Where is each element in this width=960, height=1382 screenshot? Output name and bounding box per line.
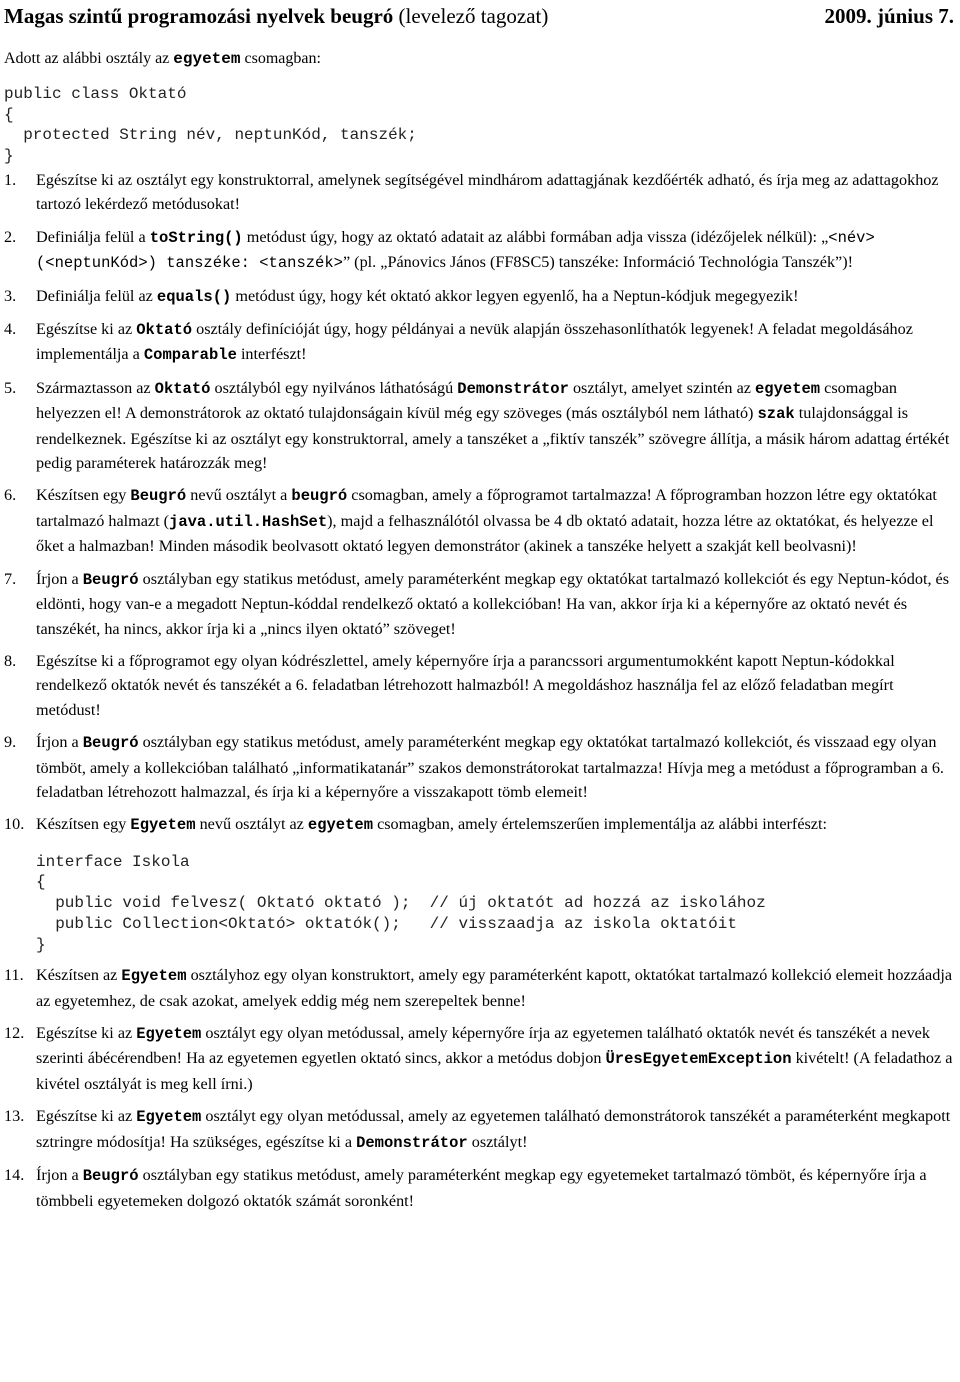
code-term: java.util.HashSet xyxy=(169,512,328,531)
task-number: 4. xyxy=(4,320,17,339)
task-text: Készítsen egy xyxy=(36,815,131,834)
task-text: Egészítse ki az xyxy=(36,1024,137,1043)
task-text: Egészítse ki a főprogramot egy olyan kódrészlettel, amely képernyőre írja a parancssori argumentumokként kapott Neptun-kódokkal rendelkező oktatók nevét és tanszékét a 6. feladatban létrehozott halmazból! A megoldáshoz használja fel az előző feladatban megírt metódust! xyxy=(36,651,895,719)
task-text: tulajdonsággal is rendelkeznek. Egészítse ki az osztályt egy konstruktorral, amely a tanszéket a „fiktív tanszék” szövegre állítja, a másik három adattag értékét pedig paraméterek határozzák meg! xyxy=(36,404,950,473)
task-text: kivételt! (A feladathoz a kivétel osztályát is meg kell írni.) xyxy=(36,1049,953,1093)
task-4 xyxy=(4,317,956,368)
code-term: equals() xyxy=(156,287,232,306)
task-text: Készítsen az xyxy=(36,966,122,985)
task-text: osztályt egy olyan metódussal, amely az egyetemen található demonstrátorok tanszékét a paraméterként megkapott sztringre módosítja! Ha szükséges, egészítse ki a xyxy=(36,1107,951,1151)
task-number: 7. xyxy=(4,569,17,588)
task-text: csomagban, amely a főprogramot tartalmazza! A főprogramban hozzon létre egy oktatókat tartalmazó halmazt ( xyxy=(36,486,937,530)
code-term: Oktató xyxy=(154,379,211,398)
task-text: nevű osztályt az xyxy=(195,815,308,834)
code-term: egyetem xyxy=(307,816,374,835)
task-text: csomagban helyezzen el! A demonstrátorok az oktató tulajdonságain kívül még egy szöveges (más osztályból nem látható) xyxy=(36,378,897,423)
format-code: <név> (<neptunKód>) tanszéke: <tanszék> xyxy=(36,228,875,273)
task-9 xyxy=(4,730,956,804)
task-number: 9. xyxy=(4,733,17,752)
code-term: Egyetem xyxy=(136,1025,202,1044)
task-text: osztályban egy statikus metódust, amely paraméterként megkap egy egyetemeket tartalmazó tömböt, és képernyőre írja a tömbbeli egyetemeken dolgozó oktatók számát soronként! xyxy=(36,1166,927,1210)
task-text: Definiálja felül az xyxy=(36,286,157,305)
task-number: 3. xyxy=(4,286,17,305)
task-8 xyxy=(4,649,956,722)
class-code-block: public class Oktató { protected String név, neptunKód, tanszék; } xyxy=(4,85,417,166)
interface-code-block: interface Iskola { public void felvesz( Oktató oktató ); // új oktatót ad hozzá az iskolához public Collection<Oktató> oktatók(); // visszaadja az iskola oktatóit } xyxy=(36,852,766,954)
task-11 xyxy=(4,963,956,1013)
task-number: 6. xyxy=(4,486,17,505)
task-number: 1. xyxy=(4,171,17,189)
task-text: osztályt! xyxy=(467,1132,528,1151)
task-text: interfészt! xyxy=(236,345,307,364)
page-title xyxy=(4,4,548,28)
task-text: Definiálja felül a xyxy=(36,227,150,246)
code-term: egyetem xyxy=(755,379,821,398)
task-text: osztályhoz egy olyan konstruktort, amely egy paraméterként kapott, oktatókat tartalmazó kollekció elemeit hozzáadja az egyetemhez, de csak azokat, amelyek eddig még nem szerepeltek benne! xyxy=(36,966,953,1010)
task-number: 13. xyxy=(4,1107,25,1126)
task-text: Írjon a xyxy=(36,1166,83,1185)
task-3 xyxy=(4,284,956,309)
task-text: metódust úgy, hogy két oktató akkor legyen egyenlő, ha a Neptun-kódjuk megegyezik! xyxy=(231,286,799,305)
task-text: Írjon a xyxy=(36,569,83,588)
task-10 xyxy=(4,812,956,955)
task-5 xyxy=(4,376,956,476)
code-term: Oktató xyxy=(136,321,193,340)
task-text: osztályban egy statikus metódust, amely paraméterként megkap egy oktatókat tartalmazó kollekciót, és visszaad egy olyan tömböt, amely a kollekcióban található „informatikatanár” szakos demonstrátorokat tartalmazza! Hívja meg a metódust a főprogramban a 6. feladatban létrehozott halmazzal, és írja ki a képernyőre a visszakapott tömb elemeit! xyxy=(36,733,944,801)
code-term: beugró xyxy=(291,487,348,506)
code-term: Beugró xyxy=(82,734,139,753)
task-text: ), majd a felhasználótól olvassa be 4 db oktató adatait, hozza létre az oktatókat, és helyezze el őket a halmazban! Minden második beolvasott oktató legyen demonstrátor (akinek a tanszéke helyett a szakját kell beolvasni)! xyxy=(36,511,934,556)
code-term: Beugró xyxy=(130,487,187,506)
task-text: Egészítse ki az osztályt egy konstruktorral, amelynek segítségével mindhárom adattagjának kezdőérték adható, és írja meg az adattagokhoz tartozó lekérdező metódusokat! xyxy=(36,171,939,214)
task-text: osztályt egy olyan metódussal, amely képernyőre írja az egyetemen található oktatók nevét és tanszékét a nevek szerinti ábécérendben! Ha az egyetemen egyetlen oktató sincs, akkor a metódus dobjon xyxy=(36,1024,930,1068)
code-term: Comparable xyxy=(143,346,237,365)
task-text: Készítsen egy xyxy=(36,486,131,505)
title-bold: Magas szintű programozási nyelvek beugró xyxy=(4,4,394,28)
task-number: 8. xyxy=(4,651,17,670)
task-text: osztályból egy nyilvános láthatóságú xyxy=(210,378,458,397)
intro-paragraph xyxy=(4,50,321,68)
task-text: nevű osztályt a xyxy=(186,486,292,505)
code-term: Demonstrátor xyxy=(356,1133,468,1152)
intro-text: Adott az alábbi osztály az xyxy=(4,50,174,67)
package-name: egyetem xyxy=(173,50,241,68)
code-term: Beugró xyxy=(82,570,139,589)
task-text: Írjon a xyxy=(36,733,83,752)
intro-text-end: csomagban: xyxy=(240,50,321,67)
task-number: 5. xyxy=(4,378,17,397)
task-14 xyxy=(4,1163,956,1213)
task-6 xyxy=(4,483,956,558)
task-number: 10. xyxy=(4,815,25,834)
task-number: 11. xyxy=(4,966,24,985)
task-text: osztályt, amelyet szintén az xyxy=(568,378,755,397)
code-term: ÜresEgyetemException xyxy=(605,1050,792,1069)
task-7 xyxy=(4,567,956,641)
code-term: Egyetem xyxy=(121,967,187,986)
code-term: szak xyxy=(757,405,795,424)
task-1 xyxy=(4,168,956,217)
task-number: 2. xyxy=(4,227,17,246)
task-text: Származtasson az xyxy=(36,378,155,397)
task-text: Egészítse ki az xyxy=(36,1107,137,1126)
task-text: ” (pl. „Pánovics János (FF8SC5) tanszéke: Információ Technológia Tanszék”)! xyxy=(342,253,854,272)
task-text: osztály definícióját úgy, hogy példányai a nevük alapján összehasonlíthatók legyenek! A feladat megoldásához implementálja a xyxy=(36,320,913,364)
page-header xyxy=(4,4,954,32)
code-term: Beugró xyxy=(82,1167,139,1186)
task-list xyxy=(4,168,956,1221)
task-text: Egészítse ki az xyxy=(36,320,137,339)
task-text: osztályban egy statikus metódust, amely paraméterként megkap egy oktatókat tartalmazó kollekciót és egy Neptun-kódot, és eldönti, hogy van-e a megadott Neptun-kóddal rendelkező oktató a kollekcióban! Ha van, akkor írja ki a képernyőre az oktató nevét és tanszékét, ha nincs, akkor írja ki a „nincs ilyen oktató” szöveget! xyxy=(36,569,950,638)
code-term: toString() xyxy=(149,228,243,247)
code-term: Demonstrátor xyxy=(457,379,569,398)
code-term: Egyetem xyxy=(136,1108,202,1127)
task-text: csomagban, amely értelemszerűen implementálja az alábbi interfészt: xyxy=(373,815,827,834)
task-13 xyxy=(4,1104,956,1155)
exam-date: 2009. június 7. xyxy=(824,4,954,28)
task-2 xyxy=(4,225,956,276)
task-number: 12. xyxy=(4,1024,25,1043)
title-rest: (levelező tagozat) xyxy=(393,4,549,28)
code-term: Egyetem xyxy=(130,816,196,835)
task-12 xyxy=(4,1021,956,1096)
task-number: 14. xyxy=(4,1166,25,1185)
task-text: metódust úgy, hogy az oktató adatait az alábbi formában adja vissza (idézőjelek nélkül): „ xyxy=(242,227,829,246)
